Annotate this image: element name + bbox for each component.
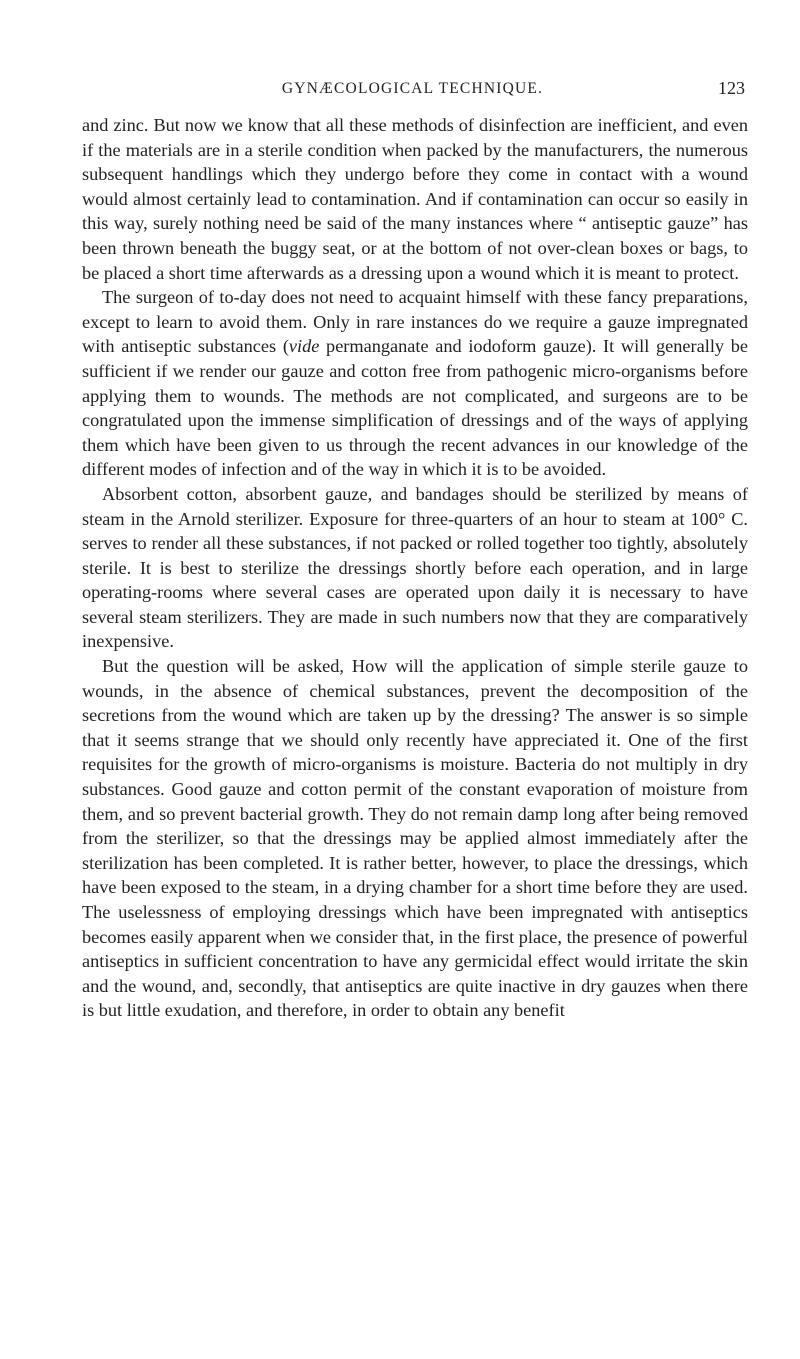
paragraph-2-italic: vide [288,336,320,357]
running-title: GYNÆCOLOGICAL TECHNIQUE. [281,80,544,97]
paragraph-1-text: and zinc. But now we know that all these methods of disinfection are inefficient, and even if the materials are in a sterile condition when packed by the manufacturers, the numerous subsequent handlings which they undergo before they come in contact with a wound would almost certainly lead to contamination. And if contamination can occur so easily in this way, surely nothing need be said of the many instances where “ antiseptic gauze” has been thrown beneath the buggy seat, or at the bottom of not over-clean boxes or bags, to be placed a short time afterwards as a dressing upon a wound which it is meant to protect. [82,115,748,283]
paragraph-1 [82,113,748,285]
paragraph-2-text-a: The surgeon of to-day does not need to acquaint himself with these fancy preparations, except to learn to avoid them. Only in rare instances do we require a gauze impregnated with antiseptic substances ( [82,287,748,357]
body-text [82,113,748,1023]
paragraph-2 [82,285,748,482]
paragraph-4-text: But the question will be asked, How will the application of simple sterile gauze to wounds, in the absence of chemical substances, prevent the decomposition of the secretions from the wound which are taken up by the dressing? The answer is so simple that it seems strange that we should only recently have appreciated it. One of the first requisites for the growth of micro-organisms is moisture. Bacteria do not multiply in dry substances. Good gauze and cotton permit of the constant evaporation of moisture from them, and so prevent bacterial growth. They do not remain damp long after being removed from the sterilizer, so that the dressings may be applied almost immediately after the sterilization has been completed. It is rather better, however, to place the dressings, which have been exposed to the steam, in a drying chamber for a short time before they are used. The uselessness of employing dressings which have been impregnated with antiseptics becomes easily apparent when we consider that, in the first place, the presence of powerful antiseptics in sufficient concentration to have any germicidal effect would irritate the skin and the wound, and, secondly, that antiseptics are quite inactive in dry gauzes when there is but little exudation, and therefore, in order to obtain any benefit [82,656,748,1021]
running-head [80,78,745,102]
paragraph-2-text-b: permanganate and iodoform gauze). It will generally be sufficient if we render our gauze and cotton free from pathogenic micro-organisms before applying them to wounds. The methods are not complicated, and surgeons are to be congratulated upon the immense simplification of dressings and of the ways of applying them which have been given to us through the recent advances in our knowledge of the different modes of infection and of the way in which it is to be avoided. [82,336,748,480]
paragraph-4 [82,654,748,1023]
page-number: 123 [718,78,745,98]
paragraph-3 [82,482,748,654]
paragraph-3-text: Absorbent cotton, absorbent gauze, and bandages should be sterilized by means of steam in the Arnold sterilizer. Exposure for three-quarters of an hour to steam at 100° C. serves to render all these substances, if not packed or rolled together too tightly, absolutely sterile. It is best to sterilize the dressings shortly before each operation, and in large operating-rooms where several cases are operated upon daily it is necessary to have several steam sterilizers. They are made in such numbers now that they are comparatively inexpensive. [82,483,748,652]
